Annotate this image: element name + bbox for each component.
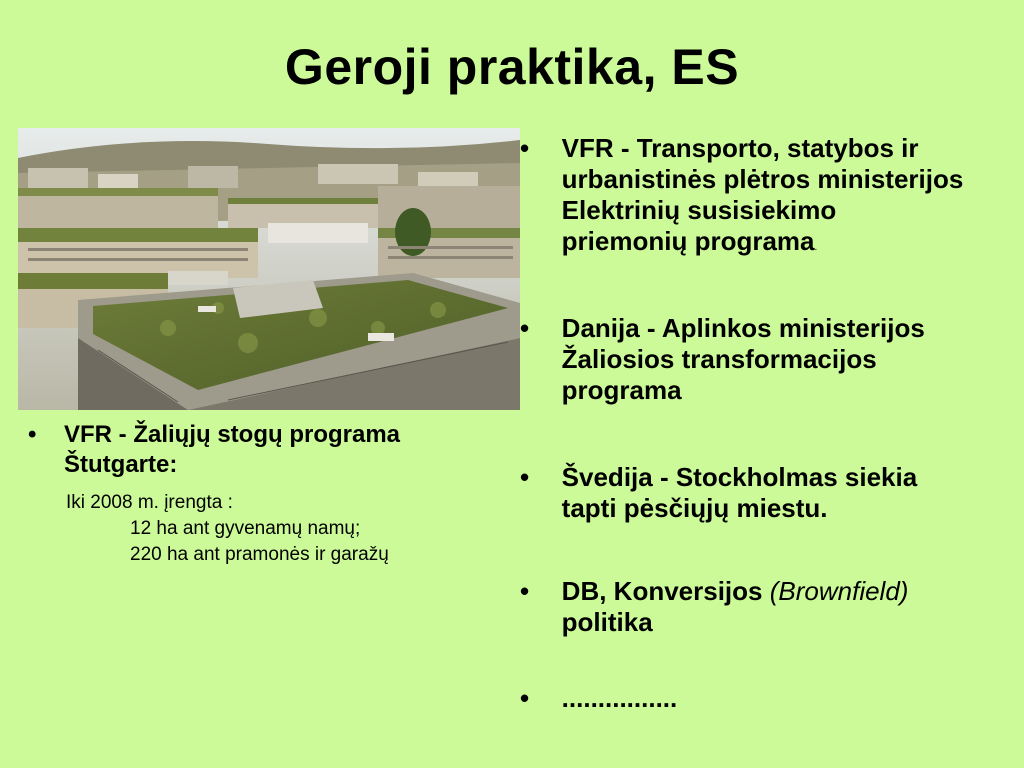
brownfield-term: (Brownfield) [769,576,909,606]
item-line: Žaliosios transformacijos [561,344,877,374]
germany-conversion-item [562,576,1020,638]
slide-title: Geroji praktika, ES [284,39,740,95]
item-line: tapti pėsčiųjų miestu. [561,493,828,523]
item-line [562,226,1020,263]
item-line: VFR - Transporto, statybos ir [561,133,919,163]
left-bullet-list [28,420,508,568]
denmark-item [562,313,1020,406]
bullet-marker: • [520,683,530,713]
bullet-marker: • [28,421,37,448]
right-bullet-list [520,133,1020,714]
stuttgart-program-heading [64,420,400,480]
industrial-area: 220 ha ant pramonės ir garažų [130,544,389,565]
item-line [562,576,1020,607]
list-item [520,683,1020,714]
bullet-marker: • [520,313,530,343]
item-line: Danija - Aplinkos ministerijos [561,313,925,343]
list-item [520,576,1020,638]
sweden-item [562,462,1020,524]
list-item [520,313,1020,406]
list-item [28,420,508,480]
bullet-marker: • [520,576,530,606]
item-line: politika [561,607,653,637]
list-item [520,462,1020,524]
installed-by-2008: Iki 2008 m. įrengta : [66,492,233,513]
item-line: programa [561,375,682,405]
green-roof-photo [18,128,520,410]
item-line: Švedija - Stockholmas siekia [561,462,918,492]
item-line-text: priemonių programa [561,226,815,256]
ellipsis-item: ................ [561,683,678,713]
bullet-marker: • [520,133,530,163]
bullet-marker: • [520,462,530,492]
item-line: urbanistinės plėtros ministerijos [561,164,964,194]
item-line: Elektrinių susisiekimo [561,195,837,225]
list-item [520,133,1020,257]
residential-area: 12 ha ant gyvenamų namų; [130,518,361,539]
item-line-text: DB, Konversijos [561,576,770,606]
heading-line: Štutgarte: [64,451,178,478]
item-line-tail: . [814,242,818,253]
heading-line: VFR - Žaliųjų stogų programa [64,421,401,448]
vfr-transport-item [562,133,1020,263]
